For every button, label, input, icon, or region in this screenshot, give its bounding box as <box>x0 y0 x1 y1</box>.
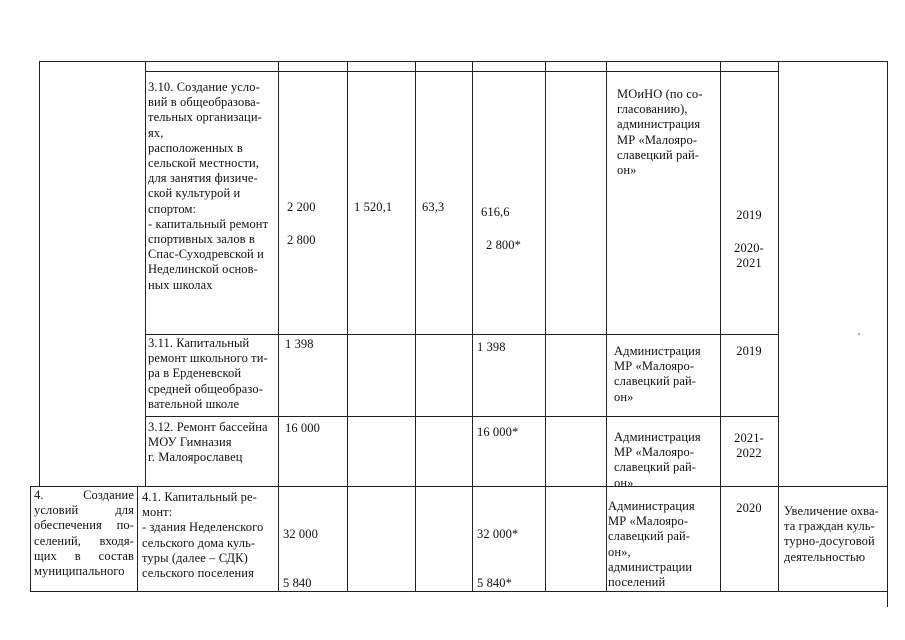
col-federal-border <box>347 61 348 592</box>
row-3-10-bottom-border <box>145 334 778 335</box>
table-right-border <box>887 61 888 607</box>
row-3-10-year-2: 2020- 2021 <box>734 241 764 271</box>
col-total-border <box>278 61 279 592</box>
row-4-task-line: муниципального <box>34 564 125 579</box>
col-result-border <box>778 61 779 592</box>
row-3-12-local: 16 000* <box>477 425 519 439</box>
row-3-11-year: 2019 <box>736 344 762 358</box>
row-3-10-total-2020: 2 800 <box>287 233 316 247</box>
col-executor-border <box>606 61 607 592</box>
row-4-total-2: 5 840 <box>283 576 312 590</box>
table-bottom-border <box>30 591 888 592</box>
col-regional-border <box>415 61 416 592</box>
col-task-border-lower <box>30 486 31 592</box>
row-4-activity: 4.1. Капитальный ре- монт: - здания Неделенского сельского дома куль- туры (далее – СДК) сельского поселения <box>142 490 264 581</box>
row-3-12-year: 2021- 2022 <box>734 431 764 461</box>
col-local-border <box>472 61 473 592</box>
row-4-task-line: щих в состав <box>34 548 134 563</box>
row-3-11-executor: Администрация МР «Малояро- славецкий рай- он» <box>614 344 701 404</box>
col-extra-border <box>545 61 546 592</box>
row-3-12-executor: Администрация МР «Малояро- славецкий рай- он» <box>614 430 701 490</box>
row-3-11-local: 1 398 <box>477 340 506 354</box>
row-3-11-activity: 3.11. Капитальный ремонт школьного ти- ра в Ерденевской средней общеобразо- вательной школе <box>148 336 268 411</box>
row-3-10-year-1: 2019 <box>736 208 762 222</box>
row-4-task <box>34 488 134 579</box>
row-3-10-local-2019: 616,6 <box>481 205 510 219</box>
col-activity-border <box>137 486 138 592</box>
col-task-border <box>39 61 40 486</box>
row-4-task-line: обеспечения по- <box>34 518 134 533</box>
row-4-local-1: 32 000* <box>477 527 519 541</box>
row-3-12-activity: 3.12. Ремонт бассейна МОУ Гимназия г. Малоярославец <box>148 420 268 465</box>
row-3-11-total: 1 398 <box>285 337 314 351</box>
table-header-separator <box>145 71 778 72</box>
row-4-result: Увеличение охва- та граждан куль- турно-досуговой деятельностью <box>784 504 879 564</box>
row-3-10-executor: МОиНО (по со- гласованию), администрация МР «Малояро- славецкий рай- он» <box>617 87 703 178</box>
row-4-task-line: 4. Создание <box>34 488 134 502</box>
table-top-border <box>40 61 888 62</box>
row-4-total-1: 32 000 <box>283 527 318 541</box>
col-year-border <box>720 61 721 592</box>
row-3-11-bottom-border <box>145 416 778 417</box>
row-3-12-bottom-border <box>30 486 888 487</box>
row-4-task-line: условий для <box>34 503 134 518</box>
col-activity-border-upper <box>145 61 146 486</box>
row-3-10-activity: 3.10. Создание усло- вий в общеобразова- тельных организаци- ях, расположенных в сельской местности, для занятия физиче- ской культурой и спортом: - капитальный ремонт спортивных залов в Спас-Суходревской и Неделинской основ- ных школах <box>148 80 269 292</box>
row-3-10-local-2020: 2 800* <box>486 238 521 252</box>
row-3-10-regional: 63,3 <box>422 200 445 214</box>
row-4-executor: Администрация МР «Малояро- славецкий рай- он», администрации поселений <box>608 499 695 590</box>
row-3-12-total: 16 000 <box>285 421 320 435</box>
scan-speck <box>858 333 860 335</box>
row-4-local-2: 5 840* <box>477 576 512 590</box>
row-3-10-total-2019: 2 200 <box>287 200 316 214</box>
row-4-task-line: селений, входя- <box>34 533 134 548</box>
row-4-year: 2020 <box>736 501 762 515</box>
row-3-10-federal: 1 520,1 <box>354 200 393 214</box>
